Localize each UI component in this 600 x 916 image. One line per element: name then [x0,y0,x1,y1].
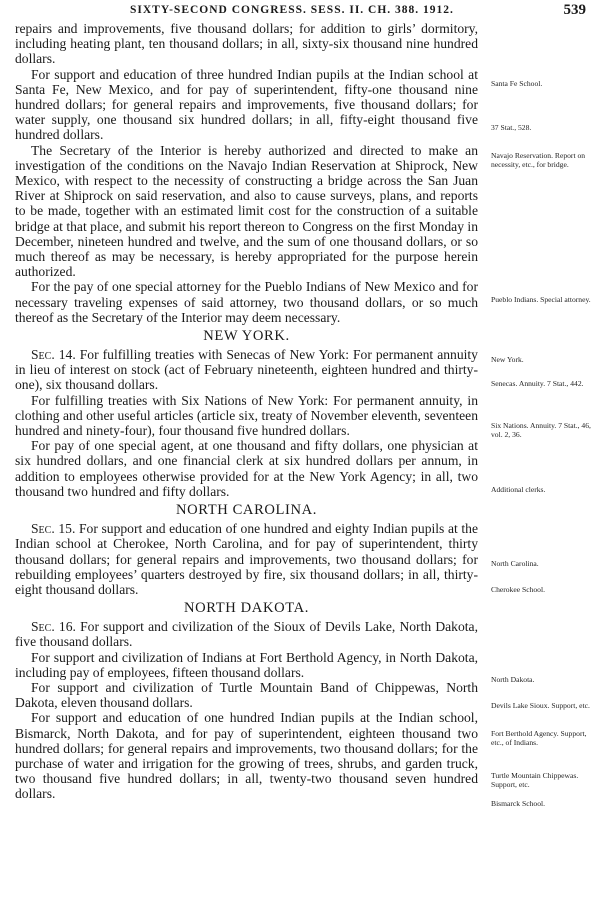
margin-note-stat: 37 Stat., 528. [491,123,532,132]
running-head: SIXTY-SECOND CONGRESS. SESS. II. CH. 388. 1912. [130,4,454,16]
paragraph-text: For support and education of one hundred and eighty Indian pupils at the Indian school at Cherokee, North Carolina, and for pay of superintendent, thirty thousand dollars; for general repairs and improvements, two thousand dollars; for rebuilding employees’ quarters destroyed by fire, six thousand dollars; in all, thirty-eight thousand dollars. [15,521,478,597]
margin-note-bismarck: Bismarck School. [491,799,545,808]
margin-note-six-nations: Six Nations. Annuity. 7 Stat., 46, vol. 2, 36. [491,421,591,439]
section-number: Sec. 14. [31,347,76,363]
paragraph: For the pay of one special attorney for the Pueblo Indians of New Mexico and for necessary traveling expenses of said attorney, two thousand dollars, or so much thereof as the Secretary of the Interior may deem necessary. [15,279,478,325]
margin-note-turtle-mountain: Turtle Mountain Chippewas. Support, etc. [491,771,579,789]
margin-note-senecas: Senecas. Annuity. 7 Stat., 442. [491,379,584,388]
body-text [15,21,478,802]
margin-notes [491,0,600,916]
section-heading-north-carolina: NORTH CAROLINA. [175,502,318,519]
margin-note-cherokee: Cherokee School. [491,585,545,594]
paragraph [15,619,478,649]
paragraph: For support and civilization of Turtle Mountain Band of Chippewas, North Dakota, eleven thousand dollars. [15,679,478,711]
paragraph-text: For support and civilization of the Sioux of Devils Lake, North Dakota, five thousand dollars. [15,619,478,650]
margin-note-pueblo: Pueblo Indians. Special attorney. [491,295,591,304]
paragraph: The Secretary of the Interior is hereby authorized and directed to make an investigation of the conditions on the Navajo Indian Reservation at Shiprock, New Mexico, with respect to the necessity of constructing a bridge across the San Juan River at Shiprock on said reservation, and also to cause surveys, plans, and reports to be made, together with an estimated limit cost for the construction of a suitable bridge at that place, and submit his report thereon to Congress on the first Monday in December, nineteen hundred and twelve, and the sum of one thousand dollars, or so much thereof as may be necessary, is hereby appropriated for the purpose herein authorized. [15,142,478,280]
paragraph [15,347,478,393]
margin-note-north-carolina: North Carolina. [491,559,539,568]
section-number: Sec. 15. [31,521,76,537]
paragraph [15,521,478,597]
paragraph: For support and education of three hundred Indian pupils at the Indian school at Santa Fe, New Mexico, and for pay of superintendent, fifty-one thousand nine hundred dollars; for general repairs and improvements, five thousand dollars; for water supply, one thousand six hundred dollars; in all, fifty-eight thousand five hundred dollars. [15,66,478,143]
margin-note-santa-fe: Santa Fe School. [491,79,543,88]
margin-note-clerks: Additional clerks. [491,485,546,494]
margin-note-new-york: New York. [491,355,524,364]
section-heading-north-dakota: NORTH DAKOTA. [184,600,309,617]
margin-note-devils-lake: Devils Lake Sioux. Support, etc. [491,701,590,710]
section-number: Sec. 16. [31,619,76,635]
paragraph: For support and education of one hundred Indian pupils at the Indian school, Bismarck, North Dakota, and for pay of superintendent, eighteen thousand two hundred dollars; for general repairs and improvements, two thousand dollars; for the purchase of water and irrigation for the growing of trees, shrubs, and garden truck, two thousand five hundred dollars; in all, twenty-two thousand seven hundred dollars. [15,710,478,802]
margin-note-navajo: Navajo Reservation. Report on necessity, etc., for bridge. [491,151,586,169]
paragraph-text: For fulfilling treaties with Senecas of New York: For permanent annuity in lieu of interest on stock (act of February nineteenth, eighteen hundred and thirty-one), six thousand dollars. [15,347,478,393]
margin-note-north-dakota: North Dakota. [491,675,535,684]
margin-note-fort-berthold: Fort Berthold Agency. Support, etc., of Indians. [491,729,587,747]
paragraph: For support and civilization of Indians at Fort Berthold Agency, in North Dakota, including pay of employees, fifteen thousand dollars. [15,649,478,680]
page-number: 539 [563,2,586,18]
paragraph: For pay of one special agent, at one thousand and fifty dollars, one physician at six hundred dollars, and one financial clerk at six hundred dollars per annum, in addition to employees otherwise provided for at the New York Agency; in all, two thousand two hundred and fifty dollars. [15,438,478,499]
paragraph: repairs and improvements, five thousand dollars; for addition to girls’ dormitory, including heating plant, ten thousand dollars; in all, sixty-six thousand nine hundred dollars. [15,21,478,67]
paragraph: For fulfilling treaties with Six Nations of New York: For permanent annuity, in clothing and other useful articles (article six, treaty of November eleventh, seventeen hundred and ninety-four), four thousand five hundred dollars. [15,392,478,439]
section-heading-new-york: NEW YORK. [203,328,290,345]
